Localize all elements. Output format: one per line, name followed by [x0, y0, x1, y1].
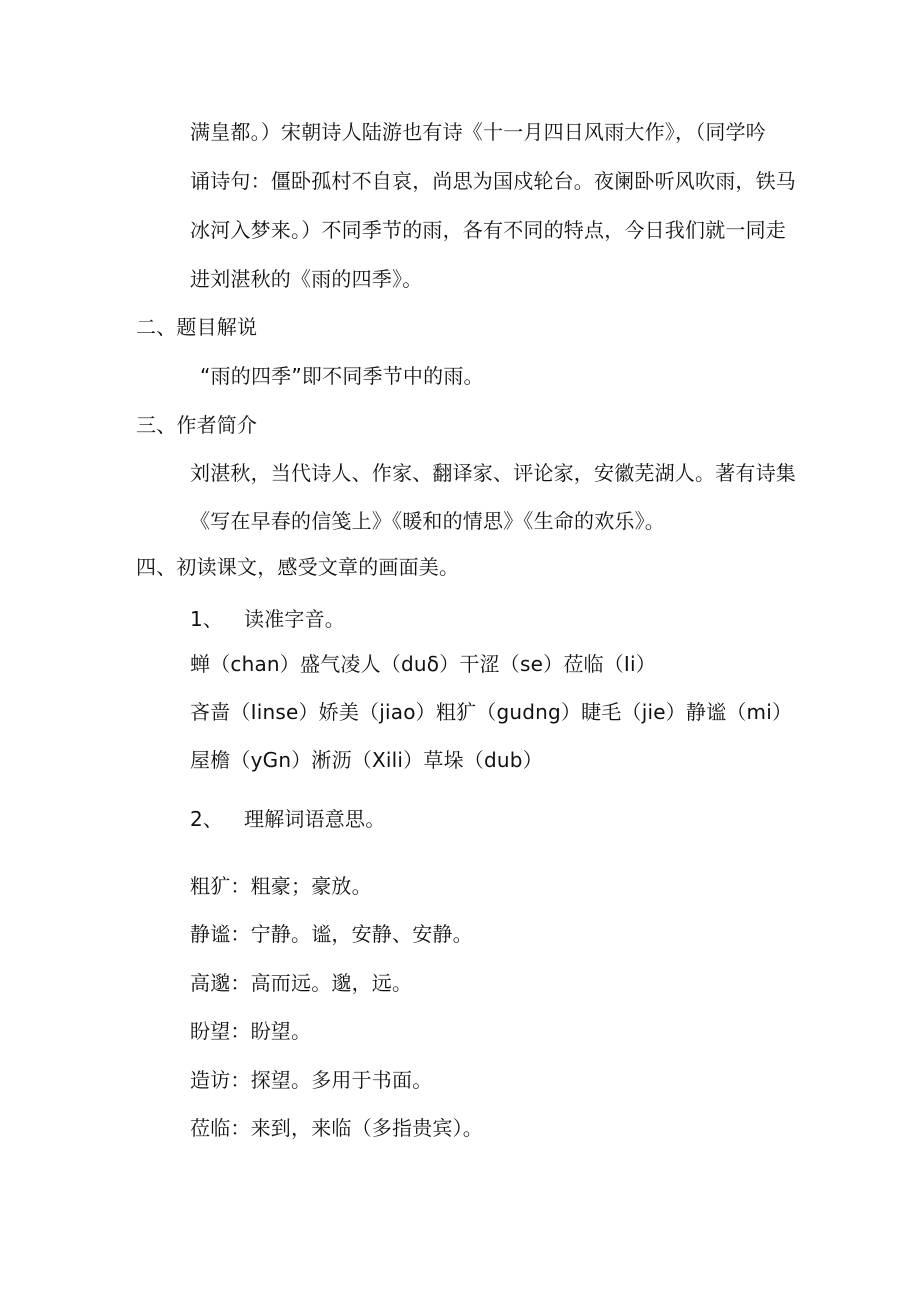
subsection-title: 读准字音。 [244, 607, 345, 631]
vocab-line-6: 莅临：来到，来临（多指贵宾）。 [190, 1116, 483, 1140]
subsection-pronunciation [190, 605, 345, 633]
intro-line-3: 冰河入梦来。）不同季节的雨，各有不同的特点，今日我们就一同走 [190, 218, 786, 242]
vocab-line-3: 高邈：高而远。邈，远。 [190, 971, 413, 995]
pronunciation-line-1: 蝉（chan）盛气凌人（duδ）干涩（se）莅临（Ii） [190, 652, 656, 676]
intro-line-4: 进刘湛秋的《雨的四季》。 [190, 267, 423, 291]
intro-line-1: 满皇都。）宋朝诗人陆游也有诗《十一月四日风雨大作》，（同学吟 [190, 120, 766, 144]
vocab-line-1: 粗犷：粗豪；豪放。 [190, 874, 372, 898]
subsection-number: 1、 [190, 607, 224, 631]
section-heading-reading: 四、初读课文，感受文章的画面美。 [136, 555, 460, 579]
section-heading-topic: 二、题目解说 [136, 315, 258, 339]
subsection-title: 理解词语意思。 [244, 807, 386, 831]
topic-explanation: “雨的四季”即不同季节中的雨。 [200, 364, 484, 388]
pronunciation-line-3: 屋檐（yGn）淅沥（Xili）草垛（dub） [190, 748, 543, 772]
vocab-line-2: 静谧：宁静。谧，安静、安静。 [190, 922, 473, 946]
subsection-vocabulary [190, 805, 385, 833]
subsection-number: 2、 [190, 807, 224, 831]
intro-line-2: 诵诗句：僵卧孤村不自哀，尚思为国戍轮台。夜阑卧听风吹雨，铁马 [190, 169, 796, 193]
vocab-line-5: 造访：探望。多用于书面。 [190, 1068, 433, 1092]
section-heading-author: 三、作者简介 [136, 413, 258, 437]
author-line-2: 《写在早春的信笺上》《暖和的情思》《生命的欢乐》。 [190, 509, 665, 533]
author-line-1: 刘湛秋，当代诗人、作家、翻译家、评论家，安徽芜湖人。著有诗集 [190, 461, 796, 485]
vocab-line-4: 盼望：盼望。 [190, 1019, 312, 1043]
pronunciation-line-2: 吝啬（Iinse）娇美（jiao）粗犷（gudng）睫毛（jie）静谧（mi） [190, 700, 793, 724]
